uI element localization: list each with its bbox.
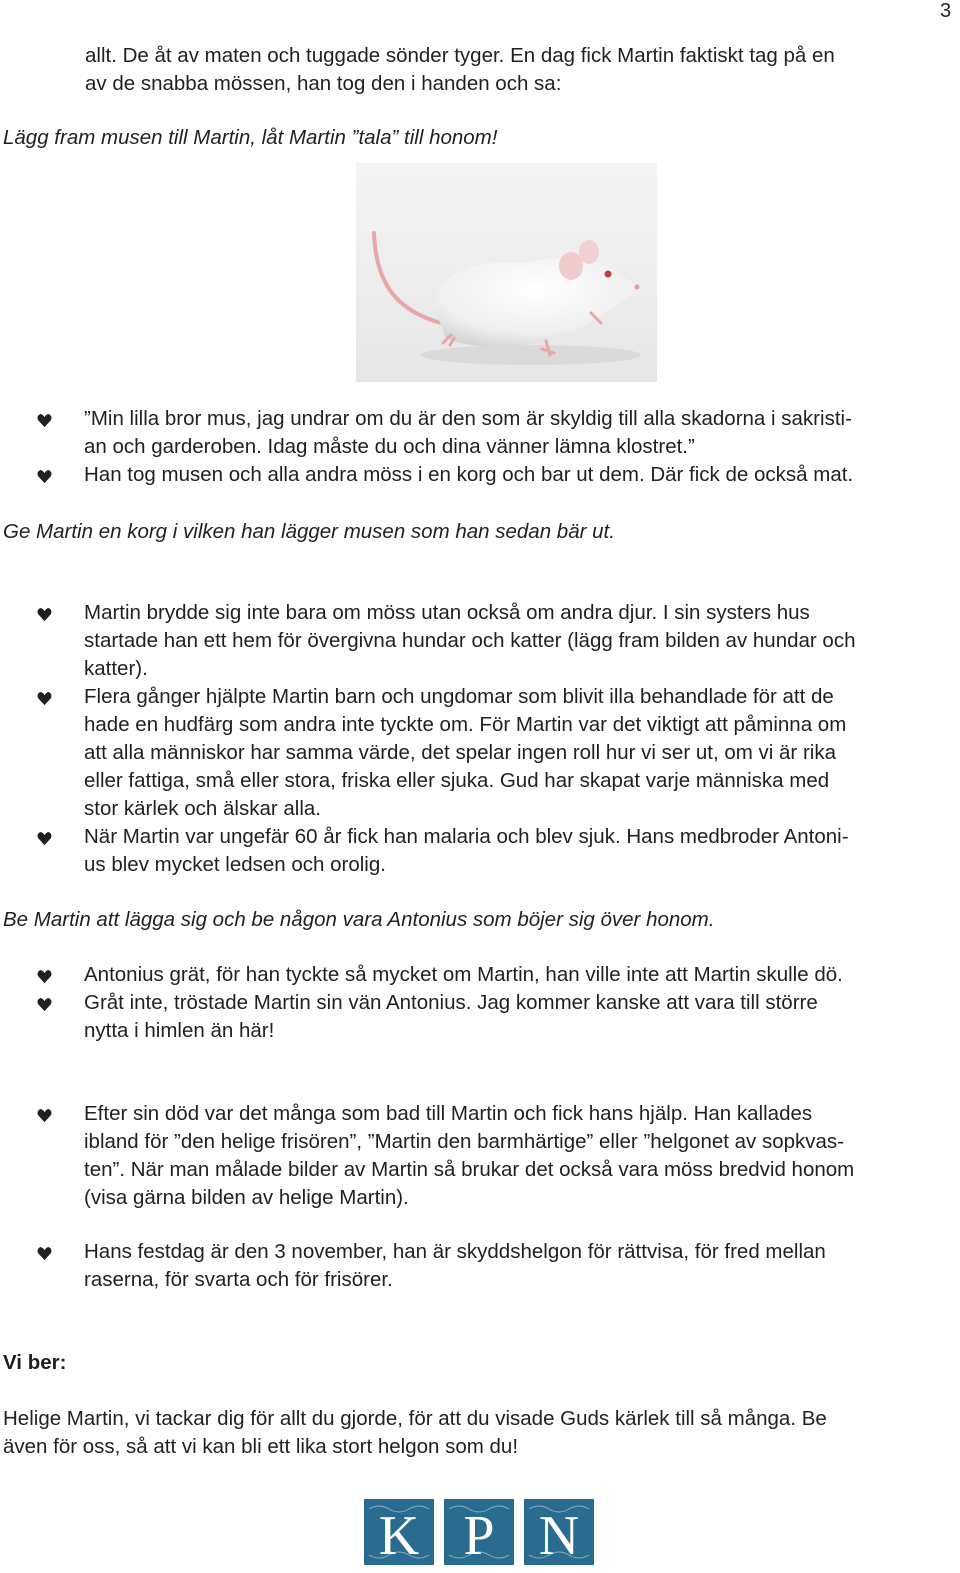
heart-bullet-icon (37, 407, 57, 427)
list-item-line: Han tog musen och alla andra möss i en korg och bar ut dem. Där fick de också mat. (84, 463, 854, 486)
list-item-line: an och garderoben. Idag måste du och dina vänner lämna klostret.” (84, 435, 695, 458)
page-number: 3 (940, 0, 952, 22)
list-item-line: ibland för ”den helige frisören”, ”Martin den barmhärtige” eller ”helgonet av sopkvas- (84, 1130, 845, 1153)
logo-letter: K (378, 1505, 420, 1567)
intro-line: av de snabba mössen, han tog den i handen och sa: (85, 72, 562, 95)
heart-bullet-icon (37, 601, 57, 621)
list-item-line: eller fattiga, små eller stora, friska eller sjuka. Gud har skapat varje människa med (84, 769, 830, 792)
intro-line: allt. De åt av maten och tuggade sönder tyger. En dag fick Martin faktiskt tag på en (85, 44, 835, 67)
heart-bullet-icon (37, 463, 57, 483)
prayer-line: även för oss, så att vi kan bli ett lika stort helgon som du! (3, 1435, 519, 1458)
heart-bullet-icon (37, 1102, 57, 1122)
instruction: Lägg fram musen till Martin, låt Martin ”tala” till honom! (3, 126, 498, 149)
logo-letter: P (463, 1505, 495, 1567)
prayer-line: Helige Martin, vi tackar dig för allt du gjorde, för att du visade Guds kärlek till så många. Be (3, 1407, 827, 1430)
heart-bullet-icon (37, 685, 57, 705)
list-item-line: raserna, för svarta och för frisörer. (84, 1268, 393, 1291)
list-item-line: ”Min lilla bror mus, jag undrar om du är den som är skyldig till alla skadorna i sakristi- (84, 407, 852, 430)
list-item-line: När Martin var ungefär 60 år fick han malaria och blev sjuk. Hans medbroder Antoni- (84, 825, 849, 848)
heart-bullet-icon (37, 825, 57, 845)
heart-bullet-icon (37, 1240, 57, 1260)
list-item-line: katter). (84, 657, 148, 680)
prayer-heading: Vi ber: (3, 1351, 67, 1374)
list-item-line: stor kärlek och älskar alla. (84, 797, 321, 820)
list-item-line: Antonius grät, för han tyckte så mycket om Martin, han ville inte att Martin skulle dö. (84, 963, 843, 986)
list-item-line: hade en hudfärg som andra inte tyckte om. För Martin var det viktigt att påminna om (84, 713, 847, 736)
list-item-line: Efter sin död var det många som bad till Martin och fick hans hjälp. Han kallades (84, 1102, 813, 1125)
heart-bullet-icon (37, 991, 57, 1011)
logo-letter: N (538, 1505, 580, 1567)
list-item-line: Martin brydde sig inte bara om möss utan också om andra djur. I sin systers hus (84, 601, 810, 624)
list-item-line: nytta i himlen än här! (84, 1019, 275, 1042)
instruction: Ge Martin en korg i vilken han lägger musen som han sedan bär ut. (3, 520, 615, 543)
heart-bullet-icon (37, 963, 57, 983)
mouse-photo-icon (356, 163, 657, 382)
list-item-line: Flera gånger hjälpte Martin barn och ungdomar som blivit illa behandlade för att de (84, 685, 834, 708)
list-item-line: Gråt inte, tröstade Martin sin vän Antonius. Jag kommer kanske att vara till större (84, 991, 818, 1014)
list-item-line: att alla människor har samma värde, det spelar ingen roll hur vi ser ut, om vi är rika (84, 741, 836, 764)
list-item-line: startade han ett hem för övergivna hundar och katter (lägg fram bilden av hundar och (84, 629, 856, 652)
list-item-line: ten”. När man målade bilder av Martin så brukar det också vara möss bredvid honom (84, 1158, 855, 1181)
kpn-logo-icon (364, 1497, 594, 1567)
list-item-line: Hans festdag är den 3 november, han är skyddshelgon för rättvisa, för fred mellan (84, 1240, 826, 1263)
list-item-line: (visa gärna bilden av helige Martin). (84, 1186, 409, 1209)
instruction: Be Martin att lägga sig och be någon vara Antonius som böjer sig över honom. (3, 908, 715, 931)
list-item-line: us blev mycket ledsen och orolig. (84, 853, 386, 876)
